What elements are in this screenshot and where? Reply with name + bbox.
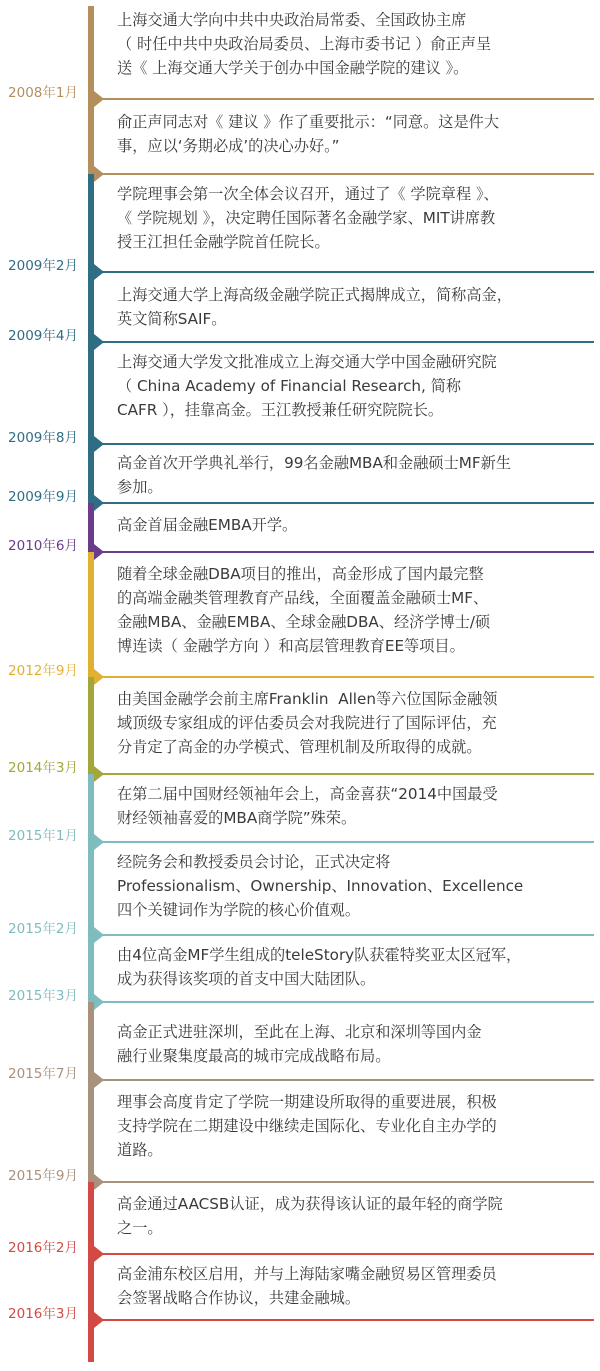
event-line: 的高端金融类管理教育产品线，全面覆盖金融硕士MF、 (117, 589, 489, 607)
event-date: 2016年3月 (8, 1306, 78, 1322)
timeline-segment (88, 774, 94, 842)
event-line: 授王江担任金融学院首任院长。 (117, 233, 330, 251)
event-date: 2015年9月 (8, 1168, 78, 1184)
event-date: 2009年8月 (8, 430, 78, 446)
separator-line (94, 173, 594, 175)
event-line: 融行业聚集度最高的城市完成战略布局。 (117, 1047, 391, 1065)
timeline-marker-icon (94, 1174, 104, 1190)
event-line: 由美国金融学会前主席Franklin Allen等六位国际金融领 (117, 690, 498, 708)
timeline-segment (88, 272, 94, 342)
event-line: Professionalism、Ownership、Innovation、Excellence (117, 877, 524, 895)
timeline-segment (88, 6, 94, 99)
separator-line (94, 841, 594, 843)
event-line: 域顶级专家组成的评估委员会对我院进行了国际评估，充 (117, 714, 497, 732)
timeline-marker-icon (94, 927, 104, 943)
event-text (117, 283, 600, 331)
event-date: 2009年2月 (8, 258, 78, 274)
timeline-marker-icon (94, 334, 104, 350)
event-text (117, 562, 600, 658)
event-line: 理事会高度肯定了学院一期建设所取得的重要进展，积极 (117, 1093, 497, 1111)
timeline-marker-icon (94, 495, 104, 511)
event-line: 分肯定了高金的办学模式、管理机制及所取得的成就。 (117, 738, 482, 756)
timeline-marker-icon (94, 1246, 104, 1262)
event-line: 高金浦东校区启用，并与上海陆家嘴金融贸易区管理委员 (117, 1265, 497, 1283)
timeline-marker-icon (94, 436, 104, 452)
event-line: 成为获得该奖项的首支中国大陆团队。 (117, 970, 376, 988)
timeline-segment (88, 1002, 94, 1080)
separator-line (94, 1001, 594, 1003)
event-line: CAFR ），挂靠高金。王江教授兼任研究院院长。 (117, 401, 444, 419)
separator-line (94, 934, 594, 936)
separator-line (94, 1319, 594, 1321)
event-date: 2015年1月 (8, 828, 78, 844)
event-line: 金融MBA、金融EMBA、全球金融DBA、经济学博士/硕 (117, 613, 491, 631)
event-line: 《 学院规划 》，决定聘任国际著名金融学家、MIT讲席教 (117, 209, 496, 227)
timeline-tail (88, 1320, 94, 1362)
event-date: 2015年7月 (8, 1066, 78, 1082)
event-line: 事，应以‘务期必成’的决心办好。” (117, 137, 340, 155)
separator-line (94, 1253, 594, 1255)
event-date: 2014年3月 (8, 760, 78, 776)
event-text (117, 513, 600, 537)
event-line: 四个关键词作为学院的核心价值观。 (117, 901, 360, 919)
event-text (117, 1262, 600, 1310)
event-line: 高金通过AACSB认证，成为获得该认证的最年轻的商学院 (117, 1195, 503, 1213)
event-text (117, 1020, 600, 1068)
event-line: 上海交通大学向中共中央政治局常委、全国政协主席 (117, 11, 467, 29)
event-date: 2015年2月 (8, 921, 78, 937)
event-text (117, 451, 600, 499)
event-date: 2009年4月 (8, 328, 78, 344)
event-line: （ China Academy of Financial Research, 简称 (117, 377, 462, 395)
event-line: 由4位高金MF学生组成的teleStory队获霍特奖亚太区冠军， (117, 946, 522, 964)
timeline-marker-icon (94, 166, 104, 182)
separator-line (94, 271, 594, 273)
timeline-marker-icon (94, 544, 104, 560)
event-date: 2012年9月 (8, 663, 78, 679)
event-line: 之一。 (117, 1219, 163, 1237)
event-line: 上海交通大学发文批准成立上海交通大学中国金融研究院 (117, 353, 497, 371)
separator-line (94, 551, 594, 553)
timeline-segment (88, 677, 94, 774)
event-date: 2010年6月 (8, 538, 78, 554)
timeline-segment (88, 935, 94, 1002)
timeline-segment (88, 842, 94, 935)
timeline-segment (88, 342, 94, 444)
event-date: 2015年3月 (8, 988, 78, 1004)
event-line: 财经领袖喜爱的MBA商学院”殊荣。 (117, 809, 357, 827)
event-date: 2009年9月 (8, 489, 78, 505)
timeline-marker-icon (94, 766, 104, 782)
event-line: 英文简称SAIF。 (117, 310, 227, 328)
timeline-marker-icon (94, 91, 104, 107)
separator-line (94, 1181, 594, 1183)
timeline-segment (88, 1182, 94, 1254)
event-line: 高金首次开学典礼举行，99名金融MBA和金融硕士MF新生 (117, 454, 512, 472)
event-line: 道路。 (117, 1141, 163, 1159)
separator-line (94, 502, 594, 504)
timeline-marker-icon (94, 834, 104, 850)
event-line: 送《 上海交通大学关于创办中国金融学院的建议 》。 (117, 59, 469, 77)
event-line: 在第二届中国财经领袖年会上，高金喜获“2014中国最受 (117, 785, 498, 803)
timeline-marker-icon (94, 994, 104, 1010)
event-text (117, 943, 600, 991)
event-line: 上海交通大学上海高级金融学院正式揭牌成立，简称高金， (117, 286, 512, 304)
timeline-marker-icon (94, 264, 104, 280)
separator-line (94, 1079, 594, 1081)
event-text (117, 687, 600, 759)
event-line: 俞正声同志对《 建议 》作了重要批示：“同意。这是件大 (117, 113, 500, 131)
separator-line (94, 443, 594, 445)
timeline-segment (88, 99, 94, 174)
event-line: 支持学院在二期建设中继续走国际化、专业化自主办学的 (117, 1117, 497, 1135)
event-date: 2008年1月 (8, 85, 78, 101)
event-date: 2016年2月 (8, 1240, 78, 1256)
event-line: 高金正式进驻深圳，至此在上海、北京和深圳等国内金 (117, 1023, 482, 1041)
separator-line (94, 98, 594, 100)
event-line: 经院务会和教授委员会讨论，正式决定将 (117, 853, 391, 871)
event-line: 高金首届金融EMBA开学。 (117, 516, 298, 534)
event-text (117, 8, 600, 80)
separator-line (94, 341, 594, 343)
timeline-segment (88, 552, 94, 677)
timeline-segment (88, 1254, 94, 1320)
event-text (117, 1090, 600, 1162)
event-text (117, 110, 600, 158)
event-text (117, 182, 600, 254)
separator-line (94, 773, 594, 775)
timeline-marker-icon (94, 1312, 104, 1328)
separator-line (94, 676, 594, 678)
timeline-marker-icon (94, 1072, 104, 1088)
event-text (117, 782, 600, 830)
event-text (117, 850, 600, 922)
event-text (117, 1192, 600, 1240)
event-line: 参加。 (117, 478, 163, 496)
timeline-segment (88, 1080, 94, 1182)
event-line: 博连读（ 金融学方向 ）和高层管理教育EE等项目。 (117, 637, 465, 655)
timeline-segment (88, 174, 94, 272)
timeline-marker-icon (94, 669, 104, 685)
event-line: （ 时任中共中央政治局委员、上海市委书记 ）俞正声呈 (117, 35, 492, 53)
event-line: 随着全球金融DBA项目的推出，高金形成了国内最完整 (117, 565, 484, 583)
event-line: 学院理事会第一次全体会议召开，通过了《 学院章程 》、 (117, 185, 499, 203)
event-text (117, 350, 600, 422)
event-line: 会签署战略合作协议，共建金融城。 (117, 1289, 360, 1307)
